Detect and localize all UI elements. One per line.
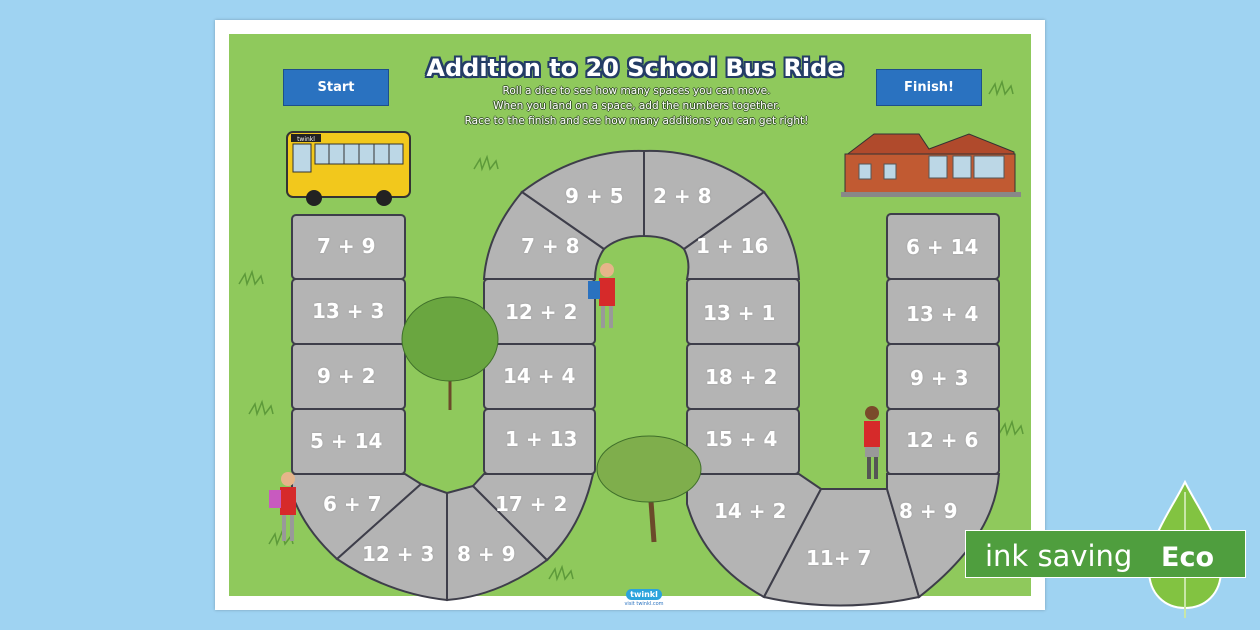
tile-label-7: 8 + 9 (457, 542, 516, 566)
tile-label-19: 14 + 2 (714, 499, 787, 523)
tile-label-12: 7 + 8 (521, 234, 580, 258)
tile-label-6: 12 + 3 (362, 542, 435, 566)
tile-label-18: 15 + 4 (705, 427, 778, 451)
tile-label-25: 6 + 14 (906, 235, 979, 259)
twinkl-logo[interactable] (624, 582, 664, 607)
finish-button[interactable]: Finish! (876, 69, 982, 106)
child-figure-right (864, 406, 880, 479)
school-building-image (841, 134, 1021, 197)
tile-label-2: 13 + 3 (312, 299, 385, 323)
tile-label-23: 9 + 3 (910, 366, 969, 390)
tile-label-13: 9 + 5 (565, 184, 624, 208)
game-board (229, 34, 1031, 607)
instructions (414, 84, 859, 129)
tile-label-5: 6 + 7 (323, 492, 382, 516)
tile-label-9: 1 + 13 (505, 427, 578, 451)
tile-label-15: 1 + 16 (696, 234, 769, 258)
tile-label-16: 13 + 1 (703, 301, 776, 325)
start-button[interactable]: Start (283, 69, 389, 106)
tile-label-14: 2 + 8 (653, 184, 712, 208)
tile-label-20: 11+ 7 (806, 546, 872, 570)
tile-label-8: 17 + 2 (495, 492, 568, 516)
instruction-line-2: When you land on a space, add the numbers together. (493, 100, 780, 112)
tile-label-3: 9 + 2 (317, 364, 376, 388)
child-figure-left (269, 472, 296, 541)
ink-saving-label: ink saving (985, 539, 1133, 573)
tile-label-22: 12 + 6 (906, 428, 979, 452)
tile-label-1: 7 + 9 (317, 234, 376, 258)
eco-label: Eco (1161, 542, 1214, 573)
instruction-line-1: Roll a dice to see how many spaces you can move. (502, 85, 771, 97)
bus-sign-text: twinkl (297, 136, 315, 143)
game-sheet (215, 20, 1045, 610)
school-bus-image (287, 132, 410, 206)
twinkl-url-text: visit twinkl.com (624, 601, 664, 607)
twinkl-logo-text: twinkl (626, 589, 662, 600)
tile-label-4: 5 + 14 (310, 429, 383, 453)
tile-label-11: 12 + 2 (505, 300, 578, 324)
ink-saving-badge (965, 482, 1246, 622)
tile-label-24: 13 + 4 (906, 302, 979, 326)
instruction-line-3: Race to the finish and see how many additions you can get right! (464, 115, 809, 127)
tile-label-10: 14 + 4 (503, 364, 576, 388)
tile-label-21: 8 + 9 (899, 499, 958, 523)
game-title: Addition to 20 School Bus Ride (426, 54, 844, 82)
tile-label-17: 18 + 2 (705, 365, 778, 389)
tree-image-middle (597, 436, 701, 542)
